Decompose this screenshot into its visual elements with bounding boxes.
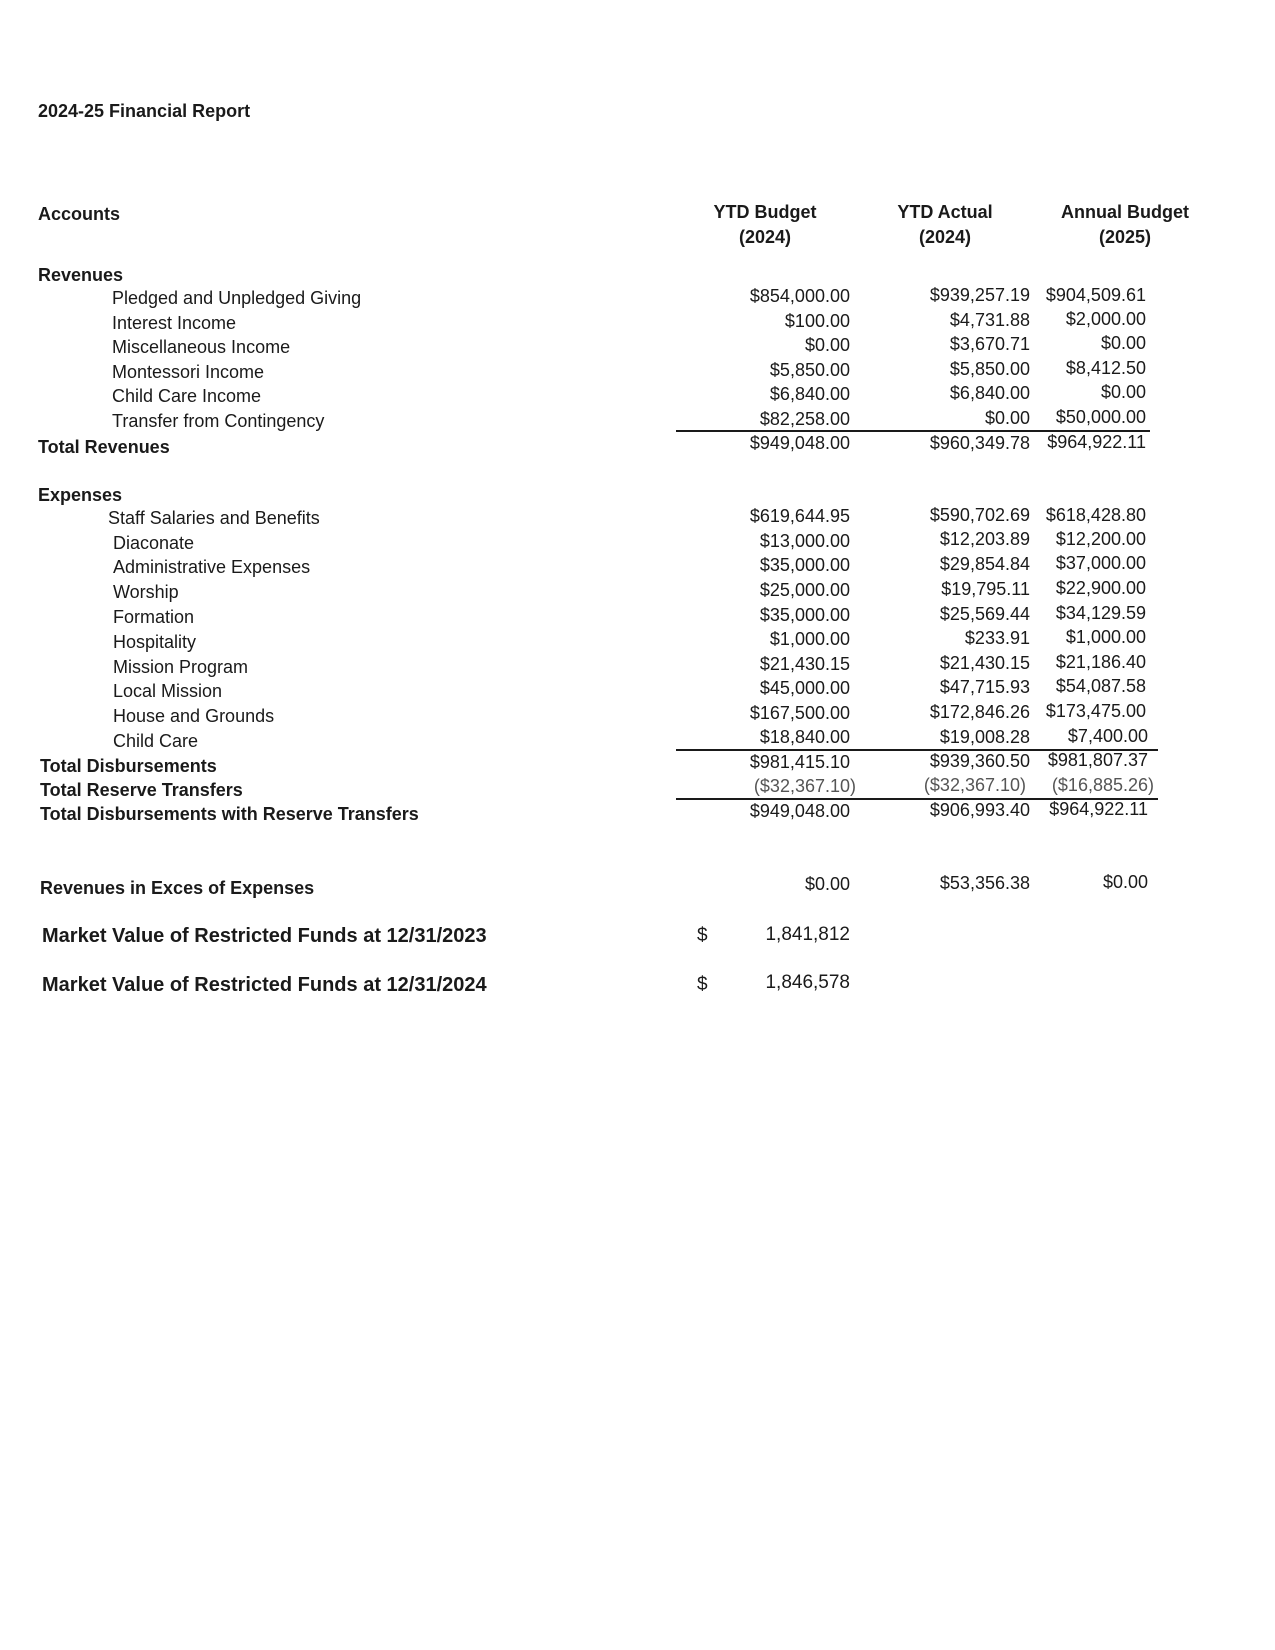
market-value-2024-label: Market Value of Restricted Funds at 12/31/2024 bbox=[42, 974, 487, 996]
total-revenues-ytd-budget: $949,048.00 bbox=[749, 433, 850, 453]
total-revenues-label: Total Revenues bbox=[38, 437, 170, 457]
expense-row-label: Staff Salaries and Benefits bbox=[108, 508, 320, 528]
revenue-row-annual-budget: $904,509.61 bbox=[1045, 285, 1146, 305]
header-ytd-budget-line1: YTD Budget bbox=[713, 202, 817, 222]
expense-row-ytd-actual: $19,795.11 bbox=[941, 579, 1030, 599]
revenue-row-label: Pledged and Unpledged Giving bbox=[112, 288, 362, 308]
expense-row-ytd-actual: $590,702.69 bbox=[929, 505, 1030, 525]
expense-row-annual-budget: $34,129.59 bbox=[1055, 603, 1146, 623]
expense-row-ytd-budget: $619,644.95 bbox=[749, 506, 850, 526]
total-reserve-transfers-ytd-budget: ($32,367.10) bbox=[753, 776, 856, 796]
excess-ytd-budget: $0.00 bbox=[804, 874, 850, 894]
total-reserve-transfers-ytd-actual: ($32,367.10) bbox=[923, 775, 1026, 795]
revenue-row-ytd-actual: $0.00 bbox=[984, 408, 1030, 428]
expense-row-label: Diaconate bbox=[113, 533, 195, 553]
expense-row-ytd-budget: $13,000.00 bbox=[759, 531, 850, 551]
expense-row-label: Formation bbox=[113, 607, 195, 627]
expense-row-annual-budget: $1,000.00 bbox=[1065, 627, 1146, 647]
expense-row-ytd-budget: $167,500.00 bbox=[749, 703, 850, 723]
excess-ytd-actual: $53,356.38 bbox=[939, 873, 1030, 893]
expense-row-ytd-budget: $35,000.00 bbox=[759, 555, 850, 575]
revenue-row-ytd-actual: $3,670.71 bbox=[949, 334, 1030, 354]
total-reserve-transfers-label: Total Reserve Transfers bbox=[40, 780, 243, 800]
total-disbursements-label: Total Disbursements bbox=[40, 756, 217, 776]
revenue-row-label: Interest Income bbox=[112, 313, 237, 333]
total-with-reserve-ytd-actual: $906,993.40 bbox=[929, 800, 1030, 820]
section-revenues-heading: Revenues bbox=[38, 265, 124, 285]
expense-row-ytd-actual: $172,846.26 bbox=[929, 702, 1030, 722]
expense-row-ytd-actual: $12,203.89 bbox=[939, 529, 1030, 549]
total-disbursements-annual-budget: $981,807.37 bbox=[1047, 750, 1148, 770]
revenue-row-ytd-actual: $4,731.88 bbox=[949, 310, 1030, 330]
expense-row-ytd-actual: $29,854.84 bbox=[939, 554, 1030, 574]
expense-row-label: Administrative Expenses bbox=[113, 557, 311, 577]
revenue-row-ytd-budget: $100.00 bbox=[784, 311, 850, 331]
revenue-row-label: Transfer from Contingency bbox=[112, 411, 325, 431]
header-ytd-budget bbox=[685, 200, 845, 250]
header-ytd-actual bbox=[865, 200, 1025, 250]
expense-row-ytd-actual: $25,569.44 bbox=[939, 604, 1030, 624]
revenue-row-annual-budget: $2,000.00 bbox=[1065, 309, 1146, 329]
market-value-2023-label: Market Value of Restricted Funds at 12/31/2023 bbox=[42, 925, 487, 947]
expense-row-annual-budget: $618,428.80 bbox=[1045, 505, 1146, 525]
expense-row-ytd-budget: $45,000.00 bbox=[759, 678, 850, 698]
header-ytd-actual-line2: (2024) bbox=[918, 227, 972, 247]
total-revenues-annual-budget: $964,922.11 bbox=[1047, 432, 1146, 452]
expense-row-ytd-actual: $21,430.15 bbox=[939, 653, 1030, 673]
total-with-reserve-annual-budget: $964,922.11 bbox=[1049, 799, 1148, 819]
revenue-row-ytd-budget: $82,258.00 bbox=[759, 409, 850, 429]
expense-row-label: Child Care bbox=[113, 731, 199, 751]
header-annual-budget-line2: (2025) bbox=[1098, 227, 1152, 247]
market-value-2023-value: 1,841,812 bbox=[765, 924, 850, 945]
expense-row-label: House and Grounds bbox=[113, 706, 275, 726]
market-value-2023-currency: $ bbox=[697, 925, 708, 946]
expense-row-label: Worship bbox=[113, 582, 179, 602]
total-with-reserve-label: Total Disbursements with Reserve Transfers bbox=[40, 804, 419, 824]
revenue-row-label: Child Care Income bbox=[112, 386, 262, 406]
expense-row-annual-budget: $37,000.00 bbox=[1055, 553, 1146, 573]
expense-row-ytd-actual: $19,008.28 bbox=[939, 727, 1030, 747]
revenue-row-ytd-budget: $6,840.00 bbox=[769, 384, 850, 404]
revenue-row-ytd-budget: $854,000.00 bbox=[749, 286, 850, 306]
total-reserve-transfers-annual-budget: ($16,885.26) bbox=[1051, 775, 1154, 795]
expense-row-ytd-actual: $47,715.93 bbox=[939, 677, 1030, 697]
total-revenues-ytd-actual: $960,349.78 bbox=[929, 433, 1030, 453]
expense-row-ytd-budget: $18,840.00 bbox=[759, 727, 850, 747]
revenue-row-annual-budget: $50,000.00 bbox=[1055, 407, 1146, 427]
total-disbursements-ytd-actual: $939,360.50 bbox=[929, 751, 1030, 771]
market-value-2024-value: 1,846,578 bbox=[765, 972, 850, 993]
market-value-2024-currency: $ bbox=[697, 974, 708, 995]
expense-row-annual-budget: $22,900.00 bbox=[1055, 578, 1146, 598]
revenue-row-ytd-budget: $0.00 bbox=[804, 335, 850, 355]
expense-row-ytd-budget: $25,000.00 bbox=[759, 580, 850, 600]
revenue-row-ytd-actual: $5,850.00 bbox=[949, 359, 1030, 379]
total-with-reserve-ytd-budget: $949,048.00 bbox=[749, 801, 850, 821]
header-annual-budget bbox=[1045, 200, 1205, 250]
expense-row-ytd-budget: $1,000.00 bbox=[769, 629, 850, 649]
section-expenses-heading: Expenses bbox=[38, 485, 123, 505]
excess-label: Revenues in Exces of Expenses bbox=[40, 878, 315, 898]
revenue-row-label: Montessori Income bbox=[112, 362, 265, 382]
expense-row-annual-budget: $173,475.00 bbox=[1045, 701, 1146, 721]
total-disbursements-ytd-budget: $981,415.10 bbox=[749, 752, 850, 772]
header-ytd-budget-line2: (2024) bbox=[738, 227, 792, 247]
header-accounts: Accounts bbox=[38, 204, 121, 224]
expense-row-annual-budget: $12,200.00 bbox=[1055, 529, 1146, 549]
report-title: 2024-25 Financial Report bbox=[38, 101, 251, 121]
expense-row-annual-budget: $21,186.40 bbox=[1055, 652, 1146, 672]
excess-annual-budget: $0.00 bbox=[1102, 872, 1148, 892]
header-annual-budget-line1: Annual Budget bbox=[1061, 202, 1189, 222]
expense-row-annual-budget: $54,087.58 bbox=[1055, 676, 1146, 696]
revenue-row-annual-budget: $8,412.50 bbox=[1065, 358, 1146, 378]
expense-row-ytd-budget: $21,430.15 bbox=[759, 654, 850, 674]
expense-row-label: Mission Program bbox=[113, 657, 249, 677]
revenue-row-ytd-actual: $6,840.00 bbox=[949, 383, 1030, 403]
revenue-row-ytd-budget: $5,850.00 bbox=[769, 360, 850, 380]
expense-row-ytd-budget: $35,000.00 bbox=[759, 605, 850, 625]
revenue-row-label: Miscellaneous Income bbox=[112, 337, 291, 357]
expense-row-ytd-actual: $233.91 bbox=[964, 628, 1030, 648]
header-ytd-actual-line1: YTD Actual bbox=[897, 202, 993, 222]
expense-row-label: Local Mission bbox=[113, 681, 223, 701]
expense-row-annual-budget: $7,400.00 bbox=[1067, 726, 1148, 746]
revenue-row-annual-budget: $0.00 bbox=[1100, 382, 1146, 402]
expense-row-label: Hospitality bbox=[113, 632, 197, 652]
revenue-row-annual-budget: $0.00 bbox=[1100, 333, 1146, 353]
revenue-row-ytd-actual: $939,257.19 bbox=[929, 285, 1030, 305]
